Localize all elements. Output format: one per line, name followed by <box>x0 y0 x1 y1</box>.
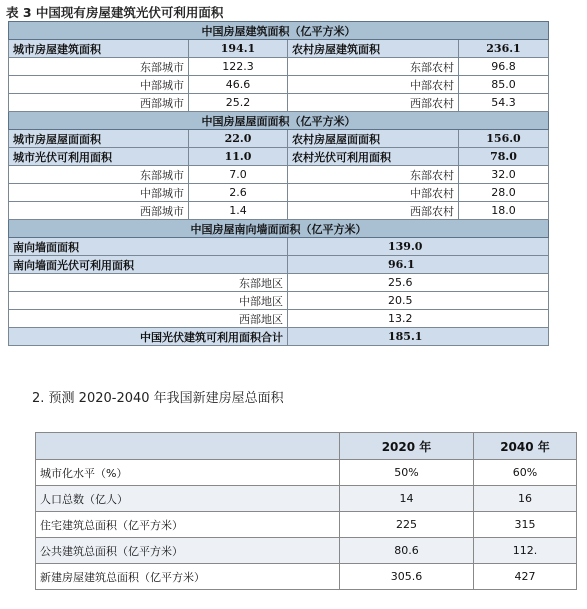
south-wall-pv-area-value: 96.1 <box>288 256 549 274</box>
south-wall-area-label: 南向墙面面积 <box>9 238 288 256</box>
value-2040: 315 <box>474 512 577 538</box>
value-2020: 50% <box>340 460 474 486</box>
row-label: 新建房屋建筑总面积（亿平方米） <box>36 564 340 590</box>
header-2040: 2040 年 <box>474 433 577 460</box>
table-row <box>36 460 577 486</box>
table-row <box>9 166 549 184</box>
section-title-forecast: 2. 预测 2020-2040 年我国新建房屋总面积 <box>32 391 284 406</box>
value-2040: 112. <box>474 538 577 564</box>
section-header-building-area: 中国房屋建筑面积（亿平方米） <box>9 22 549 40</box>
rural-sub-label: 西部农村 <box>288 202 459 220</box>
table-row <box>36 512 577 538</box>
region-sub-value: 20.5 <box>288 292 549 310</box>
value-2020: 14 <box>340 486 474 512</box>
region-sub-value: 13.2 <box>288 310 549 328</box>
table-row <box>9 310 549 328</box>
city-sub-label: 西部城市 <box>9 202 189 220</box>
rural-sub-label: 西部农村 <box>288 94 459 112</box>
city-sub-label: 东部城市 <box>9 58 189 76</box>
row-label: 住宅建筑总面积（亿平方米） <box>36 512 340 538</box>
table-row <box>9 94 549 112</box>
table-row <box>9 202 549 220</box>
city-roof-area-label: 城市房屋屋面面积 <box>9 130 189 148</box>
rural-sub-label: 中部农村 <box>288 184 459 202</box>
city-sub-label: 中部城市 <box>9 76 189 94</box>
city-building-area-value: 194.1 <box>189 40 288 58</box>
table-row <box>9 76 549 94</box>
region-sub-value: 25.6 <box>288 274 549 292</box>
pv-area-table <box>8 21 549 346</box>
rural-sub-value: 18.0 <box>459 202 549 220</box>
rural-sub-value: 54.3 <box>459 94 549 112</box>
rural-building-area-value: 236.1 <box>459 40 549 58</box>
value-2020: 225 <box>340 512 474 538</box>
table-caption: 表 3 中国现有房屋建筑光伏可利用面积 <box>6 5 224 20</box>
row-label: 城市化水平（%） <box>36 460 340 486</box>
value-2040: 16 <box>474 486 577 512</box>
city-sub-value: 25.2 <box>189 94 288 112</box>
table-row <box>9 274 549 292</box>
rural-sub-label: 东部农村 <box>288 166 459 184</box>
south-wall-pv-area-label: 南向墙面光伏可利用面积 <box>9 256 288 274</box>
city-sub-value: 2.6 <box>189 184 288 202</box>
city-pv-area-label: 城市光伏可利用面积 <box>9 148 189 166</box>
city-sub-value: 1.4 <box>189 202 288 220</box>
city-building-area-label: 城市房屋建筑面积 <box>9 40 189 58</box>
city-sub-value: 7.0 <box>189 166 288 184</box>
city-sub-value: 46.6 <box>189 76 288 94</box>
value-2040: 427 <box>474 564 577 590</box>
rural-roof-area-value: 156.0 <box>459 130 549 148</box>
region-sub-label: 东部地区 <box>9 274 288 292</box>
region-sub-label: 中部地区 <box>9 292 288 310</box>
table-row <box>9 292 549 310</box>
value-2020: 80.6 <box>340 538 474 564</box>
table-row <box>36 538 577 564</box>
value-2020: 305.6 <box>340 564 474 590</box>
rural-sub-label: 中部农村 <box>288 76 459 94</box>
section-header-roof-area: 中国房屋屋面面积（亿平方米） <box>9 112 549 130</box>
rural-sub-label: 东部农村 <box>288 58 459 76</box>
region-sub-label: 西部地区 <box>9 310 288 328</box>
header-2020: 2020 年 <box>340 433 474 460</box>
table-row <box>36 564 577 590</box>
table-row <box>9 58 549 76</box>
city-pv-area-value: 11.0 <box>189 148 288 166</box>
total-pv-area-value: 185.1 <box>288 328 549 346</box>
city-sub-label: 东部城市 <box>9 166 189 184</box>
section-header-south-wall-area: 中国房屋南向墙面面积（亿平方米） <box>9 220 549 238</box>
row-label: 人口总数（亿人） <box>36 486 340 512</box>
total-pv-area-label: 中国光伏建筑可利用面积合计 <box>9 328 288 346</box>
city-sub-label: 西部城市 <box>9 94 189 112</box>
value-2040: 60% <box>474 460 577 486</box>
table-header-row <box>36 433 577 460</box>
forecast-table <box>35 432 577 590</box>
south-wall-area-value: 139.0 <box>288 238 549 256</box>
rural-sub-value: 96.8 <box>459 58 549 76</box>
rural-sub-value: 85.0 <box>459 76 549 94</box>
row-label: 公共建筑总面积（亿平方米） <box>36 538 340 564</box>
rural-building-area-label: 农村房屋建筑面积 <box>288 40 459 58</box>
rural-roof-area-label: 农村房屋屋面面积 <box>288 130 459 148</box>
header-empty <box>36 433 340 460</box>
city-sub-label: 中部城市 <box>9 184 189 202</box>
rural-sub-value: 28.0 <box>459 184 549 202</box>
city-roof-area-value: 22.0 <box>189 130 288 148</box>
table-row <box>36 486 577 512</box>
rural-pv-area-label: 农村光伏可利用面积 <box>288 148 459 166</box>
table-row <box>9 184 549 202</box>
rural-pv-area-value: 78.0 <box>459 148 549 166</box>
city-sub-value: 122.3 <box>189 58 288 76</box>
rural-sub-value: 32.0 <box>459 166 549 184</box>
